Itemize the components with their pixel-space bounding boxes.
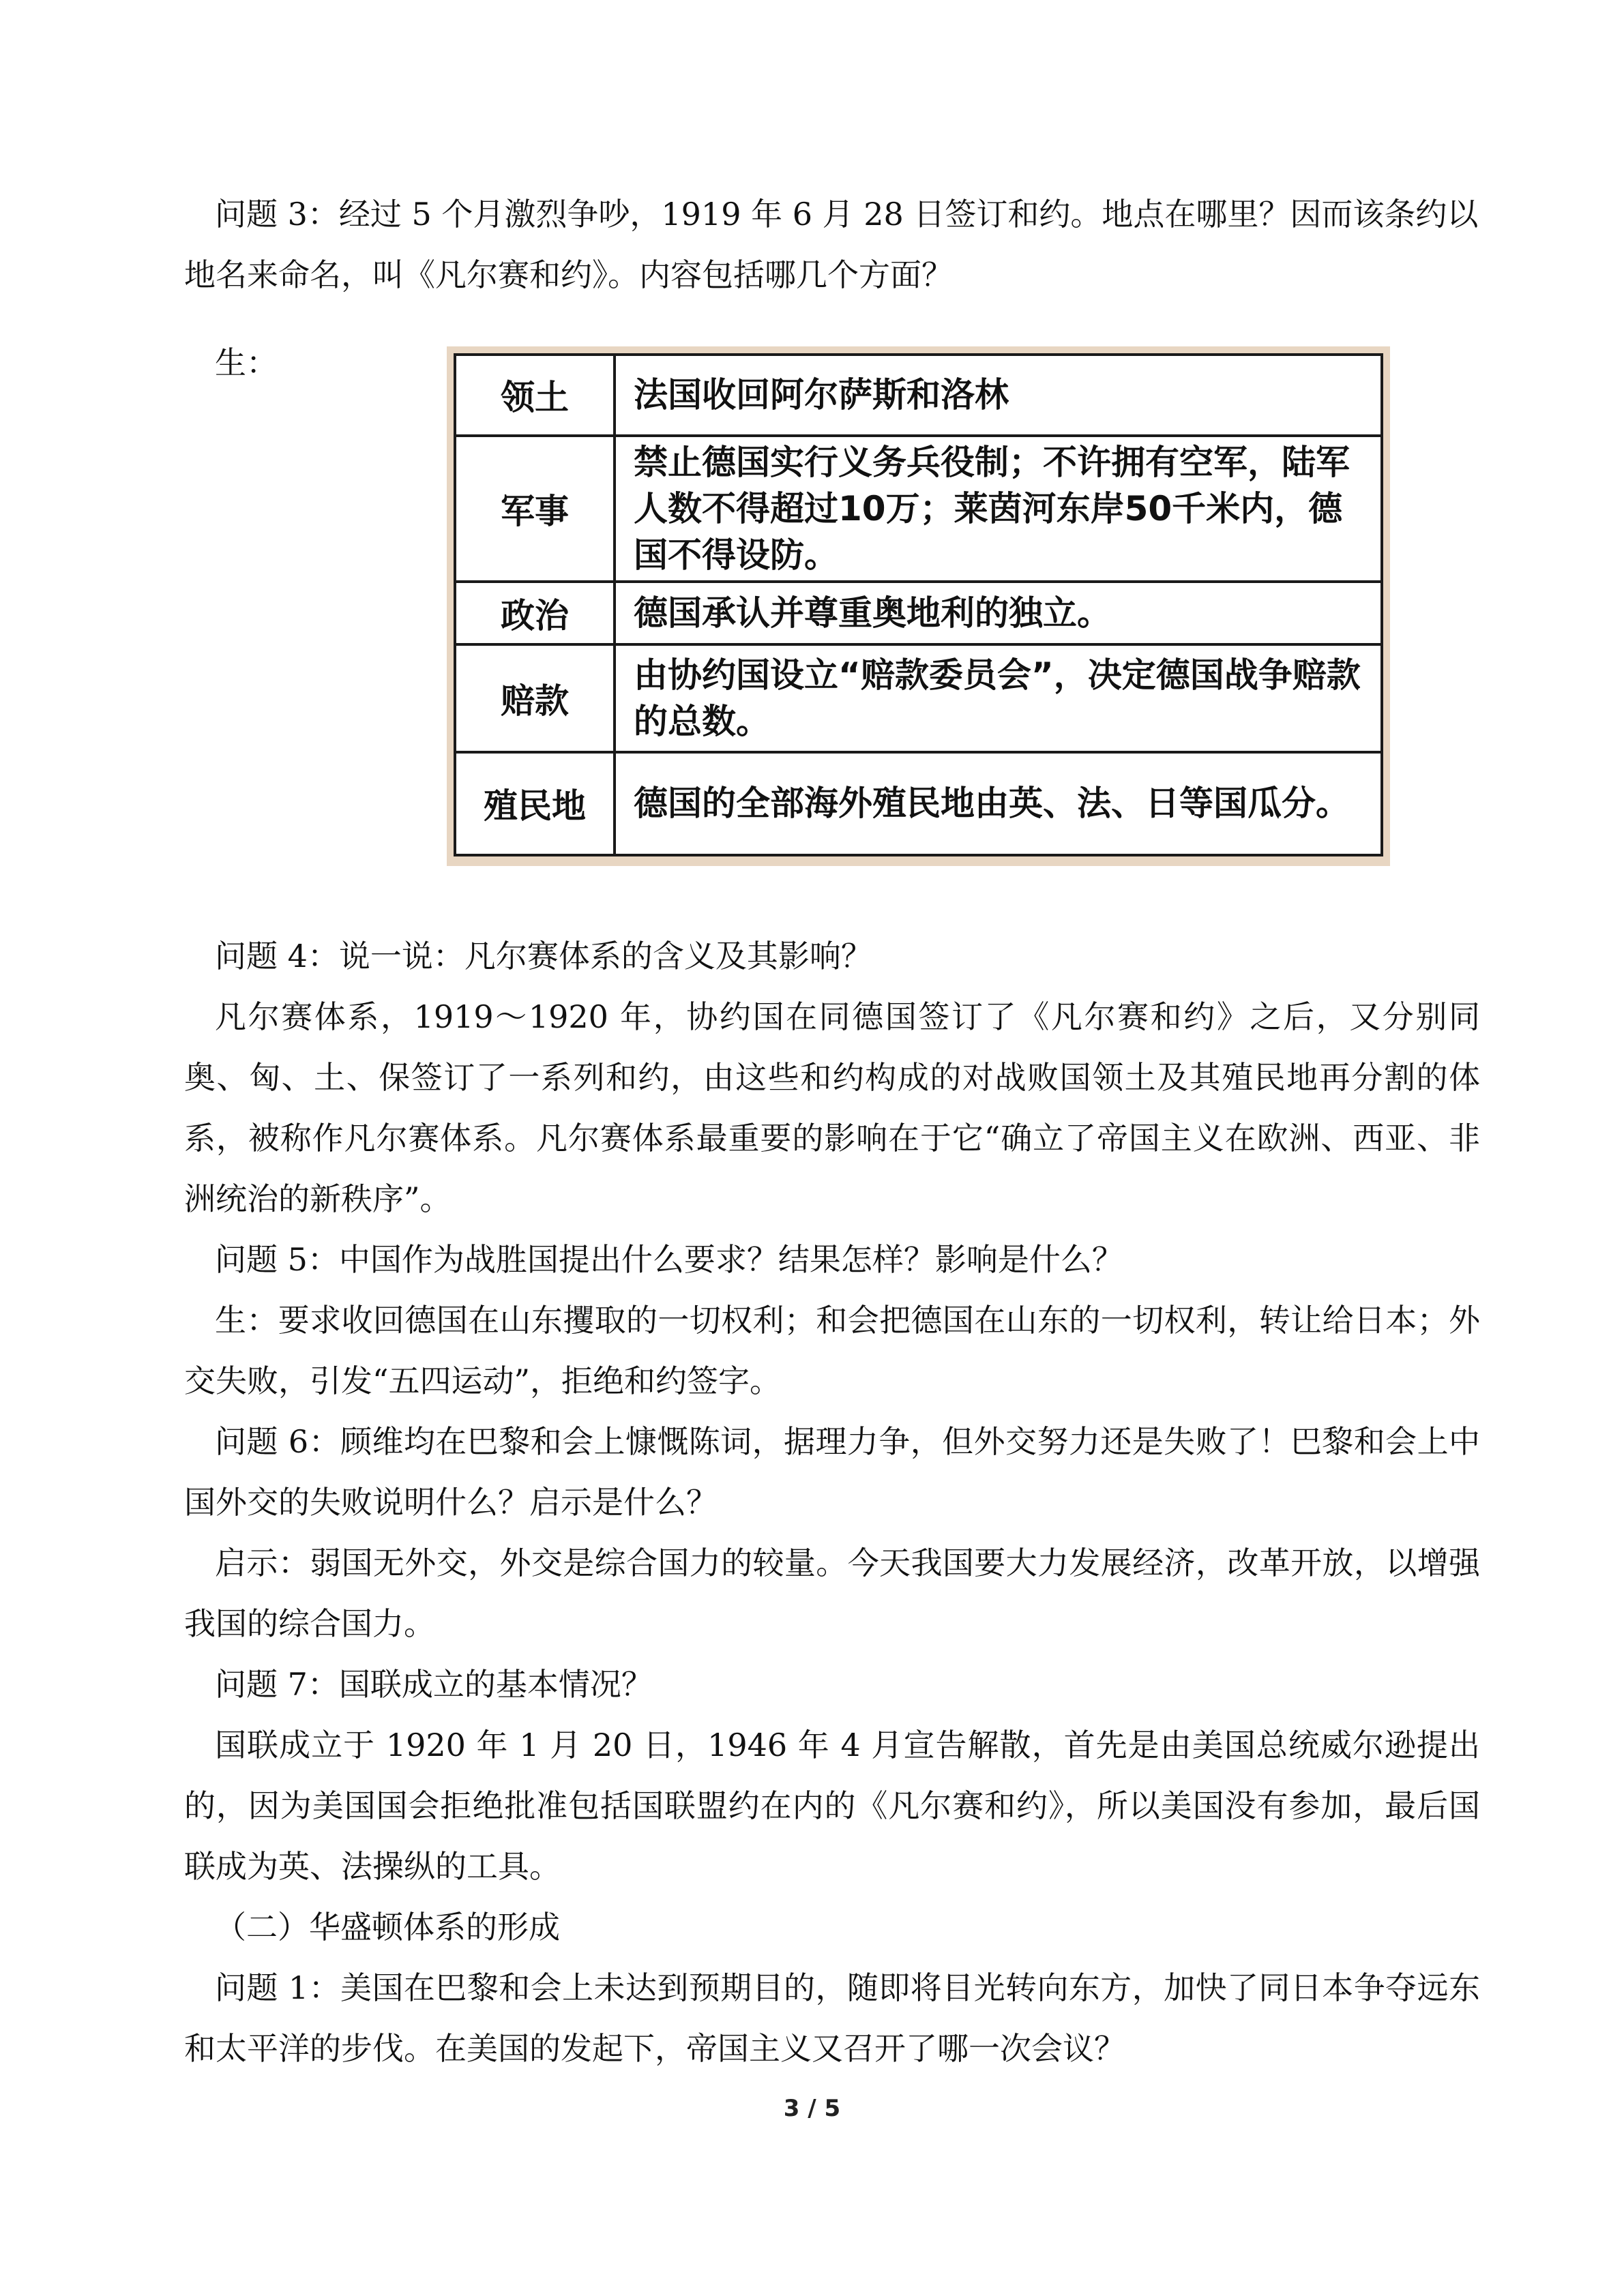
table-content-cell: 德国的全部海外殖民地由英、法、日等国瓜分。 [615, 752, 1382, 855]
section-2-heading: （二）华盛顿体系的形成 [215, 1909, 560, 1945]
question-7-answer: 国联成立于 1920 年 1 月 20 日，1946 年 4 月宣告解散，首先是由美国总统威尔逊提出的，因为美国国会拒绝批准包括国联盟约在内的《凡尔赛和约》，所以美国没有参加，最后国联成为英、法操纵的工具。 [184, 1727, 1480, 1885]
table-category-cell: 军事 [455, 436, 615, 582]
question-4: 问题 4：说一说：凡尔赛体系的含义及其影响？ [215, 938, 872, 974]
question-4-answer: 凡尔赛体系，1919～1920 年，协约国在同德国签订了《凡尔赛和约》之后，又分别同奥、匈、土、保签订了一系列和约，由这些和约构成的对战败国领土及其殖民地再分割的体系，被称作凡尔赛体系。凡尔赛体系最重要的影响在于它“确立了帝国主义在欧洲、西亚、非洲统治的新秩序”。 [184, 998, 1480, 1217]
table-row [455, 355, 1382, 436]
table-content-cell: 禁止德国实行义务兵役制；不许拥有空军，陆军人数不得超过10万；莱茵河东岸50千米内，德国不得设防。 [615, 436, 1382, 582]
table-category-cell: 赔款 [455, 644, 615, 751]
question-7: 问题 7：国联成立的基本情况？ [215, 1666, 653, 1703]
page-number: 3 / 5 [783, 2095, 841, 2122]
question-3-line-1: 问题 3：经过 5 个月激烈争吵，1919 年 6 月 28 日签订和约。地点在哪里？因而该条约以 [215, 196, 1479, 233]
treaty-content-table [454, 353, 1383, 856]
question-6: 问题 6：顾维均在巴黎和会上慷慨陈词，据理力争，但外交努力还是失败了！巴黎和会上中国外交的失败说明什么？启示是什么？ [184, 1423, 1480, 1521]
table-category-cell: 政治 [455, 582, 615, 645]
table-row [455, 644, 1382, 751]
question-3-line-2: 地名来命名，叫《凡尔赛和约》。内容包括哪几个方面？ [184, 256, 953, 293]
table-content-cell: 法国收回阿尔萨斯和洛林 [615, 355, 1382, 436]
question-5: 问题 5：中国作为战胜国提出什么要求？结果怎样？影响是什么？ [215, 1241, 1123, 1278]
treaty-content-table-frame [447, 346, 1390, 866]
question-5-answer: 生：要求收回德国在山东攫取的一切权利；和会把德国在山东的一切权利，转让给日本；外交失败，引发“五四运动”，拒绝和约签字。 [184, 1302, 1480, 1399]
table-row [455, 752, 1382, 855]
table-category-cell: 殖民地 [455, 752, 615, 855]
section-2-question-1: 问题 1：美国在巴黎和会上未达到预期目的，随即将目光转向东方，加快了同日本争夺远东和太平洋的步伐。在美国的发起下，帝国主义又召开了哪一次会议？ [184, 1969, 1480, 2067]
table-category-cell: 领土 [455, 355, 615, 436]
table-row [455, 436, 1382, 582]
table-content-cell: 德国承认并尊重奥地利的独立。 [615, 582, 1382, 645]
question-6-answer: 启示：弱国无外交，外交是综合国力的较量。今天我国要大力发展经济，改革开放，以增强我国的综合国力。 [184, 1545, 1480, 1642]
table-content-cell: 由协约国设立“赔款委员会”，决定德国战争赔款的总数。 [615, 644, 1382, 751]
student-answer-label: 生： [215, 344, 278, 381]
table-row [455, 582, 1382, 645]
